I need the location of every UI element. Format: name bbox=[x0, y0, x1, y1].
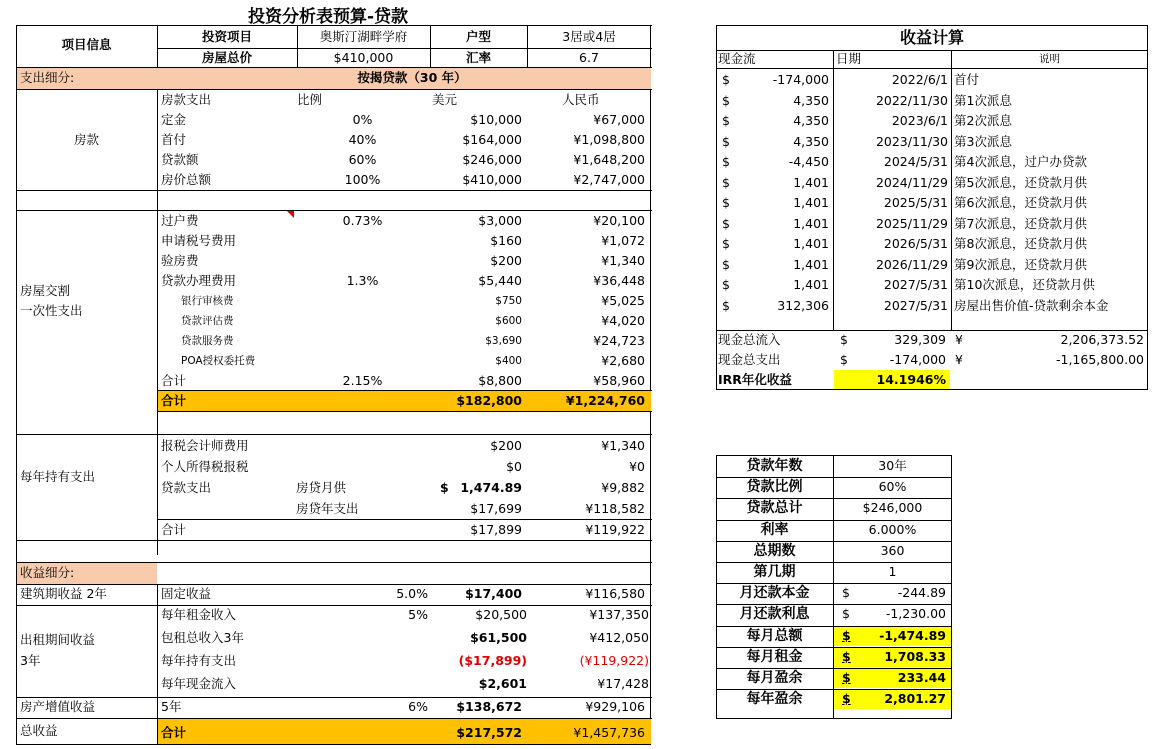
unit-type-value: 3居或4居 bbox=[562, 29, 616, 44]
closing-row-pct bbox=[300, 331, 425, 351]
housing-row-usd: $246,000 bbox=[462, 152, 522, 167]
annual-row-usd-sym: $ bbox=[440, 480, 449, 495]
mortgage-title: 按揭贷款（30 年） bbox=[357, 70, 467, 85]
loan-row-value: 360 bbox=[880, 542, 905, 558]
closing-total-usd: $182,800 bbox=[456, 393, 522, 408]
closing-row-rmb: ¥5,025 bbox=[601, 293, 645, 308]
cashflow-row-amount: 1,401 bbox=[793, 256, 829, 272]
rental-row-name: 每年租金收入 bbox=[161, 607, 237, 622]
inflow-usd-sym: $ bbox=[840, 332, 848, 347]
cashflow-row-sym: $ bbox=[722, 72, 730, 87]
annual-row-name: 个人所得税报税 bbox=[161, 459, 249, 474]
cashflow-row-amount: 1,401 bbox=[793, 236, 829, 251]
cashflow-row-sym: $ bbox=[722, 154, 730, 169]
loan-row-label: 总期数 bbox=[753, 542, 796, 559]
cashflow-row-date: 2026/11/29 bbox=[875, 256, 948, 272]
housing-header-rmb: 人民币 bbox=[562, 92, 600, 107]
loan-row-label: 贷款年数 bbox=[746, 458, 803, 474]
irr-value: 14.1946% bbox=[876, 372, 946, 387]
cashflow-row-date: 2022/11/30 bbox=[875, 92, 948, 108]
cashflow-row-sym: $ bbox=[722, 113, 730, 128]
rental-row-rmb: ¥137,350 bbox=[589, 607, 649, 622]
closing-row-pct: 1.3% bbox=[346, 273, 379, 288]
closing-row-name: 贷款评估费 bbox=[181, 315, 234, 327]
closing-row-name: 申请税号费用 bbox=[161, 233, 237, 248]
housing-label: 房款 bbox=[74, 132, 100, 147]
housing-row-name: 定金 bbox=[161, 112, 187, 127]
loan-row-value: 60% bbox=[878, 479, 907, 495]
rental-row-pct bbox=[360, 674, 428, 694]
housing-row-rmb: ¥67,000 bbox=[593, 112, 645, 127]
closing-row-rmb: ¥58,960 bbox=[593, 373, 645, 388]
closing-row-name: 贷款服务费 bbox=[181, 335, 234, 347]
loan-row-value: 1 bbox=[888, 564, 897, 579]
exchange-rate-value: 6.7 bbox=[579, 50, 599, 65]
outflow-usd: -174,000 bbox=[889, 352, 946, 367]
closing-row-pct: 0.73% bbox=[342, 213, 383, 228]
outflow-rmb: -1,165,800.00 bbox=[1055, 352, 1144, 367]
cashflow-row-note: 房屋出售价值-贷款剩余本金 bbox=[954, 297, 1109, 313]
cashflow-row-note: 第9次派息，还贷款月供 bbox=[954, 256, 1087, 272]
loan-row-label: 每月盈余 bbox=[746, 670, 803, 686]
closing-row-name: 贷款办理费用 bbox=[161, 273, 237, 288]
appreciation-usd: $138,672 bbox=[456, 699, 522, 714]
closing-label-1: 房屋交割 bbox=[20, 283, 71, 298]
closing-row-pct bbox=[300, 311, 425, 331]
housing-row-pct: 40% bbox=[348, 132, 377, 147]
annual-row-usd: $200 bbox=[490, 438, 522, 453]
closing-row-usd: $3,000 bbox=[478, 213, 522, 228]
closing-row-name: 过户费 bbox=[161, 213, 199, 228]
housing-header-pct: 比例 bbox=[297, 92, 323, 107]
closing-row-usd: $600 bbox=[495, 315, 522, 327]
rental-row-rmb: ¥17,428 bbox=[597, 676, 649, 691]
cashflow-row-note: 第4次派息，过户办贷款 bbox=[954, 154, 1087, 169]
annual-row-name: 报税会计师费用 bbox=[161, 438, 249, 453]
appreciation-pct: 6% bbox=[408, 699, 428, 714]
loan-row-label: 每月租金 bbox=[746, 648, 803, 665]
appreciation-label: 房产增值收益 bbox=[20, 699, 96, 714]
comment-marker-icon bbox=[287, 211, 294, 218]
inflow-usd: 329,309 bbox=[894, 332, 946, 347]
loan-row-sym: $ bbox=[842, 585, 850, 601]
housing-row-pct: 60% bbox=[348, 152, 377, 167]
annual-row-name: 贷款支出 bbox=[161, 480, 212, 495]
price-label: 房屋总价 bbox=[201, 50, 252, 65]
housing-row-name: 房价总额 bbox=[161, 172, 212, 187]
returns-header-note: 说明 bbox=[1039, 53, 1060, 65]
closing-row-rmb: ¥4,020 bbox=[601, 313, 645, 328]
loan-row-value: 30年 bbox=[878, 458, 907, 473]
rental-row-usd: ($17,899) bbox=[458, 653, 527, 668]
grand-total-usd: $217,572 bbox=[456, 725, 522, 740]
loan-row-label: 贷款比例 bbox=[746, 479, 803, 496]
closing-row-pct bbox=[300, 351, 425, 371]
annual-row-rmb: ¥118,582 bbox=[585, 501, 645, 516]
closing-row-rmb: ¥36,448 bbox=[593, 273, 645, 288]
construction-label: 建筑期收益 2年 bbox=[20, 586, 107, 601]
annual-row-usd: $17,899 bbox=[470, 522, 522, 537]
loan-row-label: 利率 bbox=[760, 521, 789, 538]
cashflow-row-sym: $ bbox=[722, 92, 730, 108]
closing-row-name: POA授权委托费 bbox=[181, 355, 256, 367]
outflow-usd-sym: $ bbox=[840, 352, 848, 367]
closing-row-name: 验房费 bbox=[161, 253, 199, 268]
closing-row-pct bbox=[300, 231, 425, 251]
closing-row-pct bbox=[300, 291, 425, 311]
housing-row-rmb: ¥1,098,800 bbox=[573, 132, 645, 147]
housing-row-rmb: ¥1,648,200 bbox=[573, 152, 645, 167]
cashflow-row-sym: $ bbox=[722, 277, 730, 292]
rental-row-name: 每年持有支出 bbox=[161, 653, 237, 668]
loan-row-sym: $ bbox=[842, 648, 851, 664]
cashflow-row-sym: $ bbox=[722, 195, 730, 210]
loan-row-label: 每年盈余 bbox=[746, 691, 803, 708]
cashflow-row-date: 2027/5/31 bbox=[883, 297, 948, 313]
income-section-label: 收益细分: bbox=[20, 565, 75, 580]
closing-row-usd: $750 bbox=[495, 295, 522, 307]
loan-row-sym: $ bbox=[842, 670, 851, 685]
grand-total-name: 合计 bbox=[161, 725, 187, 740]
construction-name: 固定收益 bbox=[161, 586, 212, 601]
annual-row-rmb: ¥1,340 bbox=[601, 438, 645, 453]
loan-row-label: 第几期 bbox=[753, 564, 796, 580]
outflow-rmb-sym: ¥ bbox=[955, 352, 963, 367]
cashflow-row-sym: $ bbox=[722, 256, 730, 272]
rental-row-rmb: (¥119,922) bbox=[579, 653, 649, 668]
cashflow-row-sym: $ bbox=[722, 174, 730, 190]
rental-row-rmb: ¥412,050 bbox=[589, 630, 649, 645]
annual-row-mid: 房贷月供 bbox=[296, 480, 347, 495]
housing-row-pct: 0% bbox=[352, 112, 373, 127]
closing-row-name: 银行审核费 bbox=[181, 295, 234, 307]
closing-row-name: 合计 bbox=[161, 373, 187, 388]
cashflow-row-date: 2025/5/31 bbox=[883, 195, 948, 210]
cashflow-row-amount: 4,350 bbox=[793, 133, 829, 149]
closing-row-usd: $200 bbox=[490, 253, 522, 268]
loan-row-value: 233.44 bbox=[897, 670, 946, 685]
cashflow-row-amount: 1,401 bbox=[793, 277, 829, 292]
loan-row-sym: $ bbox=[842, 627, 851, 643]
loan-row-label: 月还款利息 bbox=[739, 606, 810, 623]
rental-row-name: 每年现金流入 bbox=[161, 676, 237, 691]
annual-row-name: 合计 bbox=[161, 522, 187, 537]
rental-row-pct bbox=[360, 628, 428, 648]
exchange-rate-label: 汇率 bbox=[465, 50, 491, 65]
cashflow-row-amount: 4,350 bbox=[793, 113, 829, 128]
cashflow-row-amount: -4,450 bbox=[788, 154, 829, 169]
closing-label-2: 一次性支出 bbox=[20, 303, 83, 318]
housing-row-usd: $10,000 bbox=[470, 112, 522, 127]
cashflow-row-note: 第8次派息，还贷款月供 bbox=[954, 236, 1087, 251]
cashflow-row-amount: 1,401 bbox=[793, 195, 829, 210]
cashflow-row-note: 第2次派息 bbox=[954, 113, 1012, 128]
closing-row-rmb: ¥1,340 bbox=[601, 253, 645, 268]
cashflow-row-amount: 1,401 bbox=[793, 174, 829, 190]
annual-row-rmb: ¥9,882 bbox=[601, 480, 645, 495]
closing-row-usd: $5,440 bbox=[478, 273, 522, 288]
loan-row-value: 6.000% bbox=[868, 521, 917, 537]
loan-row-value: -1,230.00 bbox=[885, 606, 946, 622]
rental-label-1: 出租期间收益 bbox=[20, 632, 96, 647]
housing-row-usd: $410,000 bbox=[462, 172, 522, 187]
housing-header-name: 房款支出 bbox=[161, 92, 212, 107]
cashflow-row-date: 2027/5/31 bbox=[883, 277, 948, 292]
closing-row-rmb: ¥1,072 bbox=[601, 233, 645, 248]
annual-label: 每年持有支出 bbox=[20, 469, 96, 484]
closing-total-rmb: ¥1,224,760 bbox=[565, 393, 645, 408]
returns-title: 收益计算 bbox=[899, 28, 964, 47]
cashflow-row-sym: $ bbox=[722, 133, 730, 149]
rental-row-usd: $20,500 bbox=[475, 607, 527, 622]
closing-row-rmb: ¥2,680 bbox=[601, 353, 645, 368]
closing-row-rmb: ¥20,100 bbox=[593, 213, 645, 228]
housing-row-pct: 100% bbox=[344, 172, 381, 187]
housing-row-rmb: ¥2,747,000 bbox=[573, 172, 645, 187]
cashflow-row-date: 2023/11/30 bbox=[875, 133, 948, 149]
cashflow-row-amount: -174,000 bbox=[772, 72, 829, 87]
closing-row-usd: $3,690 bbox=[485, 335, 522, 347]
total-income-label: 总收益 bbox=[20, 723, 58, 738]
loan-row-sym: $ bbox=[842, 691, 851, 707]
cashflow-row-amount: 4,350 bbox=[793, 92, 829, 108]
cashflow-row-date: 2022/6/1 bbox=[891, 72, 948, 87]
inflow-label: 现金总流入 bbox=[718, 332, 781, 347]
construction-rmb: ¥116,580 bbox=[585, 586, 645, 601]
project-info-label: 项目信息 bbox=[61, 37, 112, 52]
outflow-label: 现金总支出 bbox=[718, 352, 781, 367]
housing-row-usd: $164,000 bbox=[462, 132, 522, 147]
cashflow-row-amount: 1,401 bbox=[793, 215, 829, 231]
closing-row-usd: $160 bbox=[490, 233, 522, 248]
cashflow-row-sym: $ bbox=[722, 297, 730, 313]
cashflow-row-sym: $ bbox=[722, 215, 730, 231]
loan-row-value: 2,801.27 bbox=[884, 691, 946, 707]
annual-row-rmb: ¥0 bbox=[629, 459, 645, 474]
closing-total-label: 合计 bbox=[161, 393, 187, 408]
construction-pct: 5.0% bbox=[396, 586, 428, 601]
annual-row-usd: $17,699 bbox=[470, 501, 522, 516]
cashflow-row-sym: $ bbox=[722, 236, 730, 251]
cashflow-row-date: 2025/11/29 bbox=[875, 215, 948, 231]
closing-row-pct: 2.15% bbox=[342, 373, 383, 388]
price-value: $410,000 bbox=[333, 50, 394, 65]
rental-label-2: 3年 bbox=[20, 653, 41, 668]
housing-row-name: 贷款额 bbox=[161, 152, 199, 167]
housing-row-name: 首付 bbox=[161, 132, 187, 147]
loan-row-value: $246,000 bbox=[862, 500, 923, 516]
expense-section-label: 支出细分: bbox=[20, 70, 75, 85]
cashflow-row-note: 第5次派息，还贷款月供 bbox=[954, 174, 1087, 190]
closing-row-usd: $8,800 bbox=[478, 373, 522, 388]
rental-row-name: 包租总收入3年 bbox=[161, 630, 244, 645]
housing-header-usd: 美元 bbox=[432, 92, 458, 107]
loan-row-value: -244.89 bbox=[897, 585, 946, 601]
project-value: 奥斯汀湖畔学府 bbox=[319, 29, 408, 44]
grand-total-rmb: ¥1,457,736 bbox=[573, 725, 645, 740]
inflow-rmb-sym: ¥ bbox=[955, 332, 963, 347]
annual-row-usd: 1,474.89 bbox=[460, 480, 522, 495]
loan-row-label: 贷款总计 bbox=[746, 500, 803, 517]
project-label: 投资项目 bbox=[201, 29, 252, 44]
annual-row-usd: $0 bbox=[506, 459, 522, 474]
cashflow-row-note: 第3次派息 bbox=[954, 133, 1012, 149]
rental-row-pct: 5% bbox=[408, 607, 428, 622]
irr-label: IRR年化收益 bbox=[718, 372, 792, 387]
cashflow-row-date: 2024/11/29 bbox=[875, 174, 948, 190]
loan-row-value: 1,708.33 bbox=[884, 648, 946, 664]
page-title: 投资分析表预算-贷款 bbox=[248, 7, 409, 27]
closing-row-usd: $400 bbox=[495, 355, 522, 367]
rental-row-pct bbox=[360, 651, 428, 671]
cashflow-row-note: 第1次派息 bbox=[954, 92, 1012, 108]
loan-row-label: 月还款本金 bbox=[739, 585, 810, 602]
returns-header-date: 日期 bbox=[836, 51, 862, 66]
cashflow-row-note: 第7次派息，还贷款月供 bbox=[954, 215, 1087, 231]
inflow-rmb: 2,206,373.52 bbox=[1060, 332, 1144, 347]
annual-row-rmb: ¥119,922 bbox=[585, 522, 645, 537]
unit-type-label: 户型 bbox=[465, 29, 491, 44]
rental-row-usd: $2,601 bbox=[478, 676, 527, 691]
closing-row-rmb: ¥24,723 bbox=[593, 333, 645, 348]
loan-row-sym: $ bbox=[842, 606, 850, 622]
loan-row-value: -1,474.89 bbox=[879, 627, 946, 643]
cashflow-row-date: 2023/6/1 bbox=[891, 113, 948, 128]
cashflow-row-date: 2026/5/31 bbox=[883, 236, 948, 251]
closing-row-pct bbox=[300, 251, 425, 271]
cashflow-row-note: 第6次派息，还贷款月供 bbox=[954, 195, 1087, 210]
cashflow-row-date: 2024/5/31 bbox=[883, 154, 948, 169]
cashflow-row-note: 第10次派息，还贷款月供 bbox=[954, 277, 1095, 292]
returns-header-cashflow: 现金流 bbox=[718, 51, 756, 66]
appreciation-rmb: ¥929,106 bbox=[585, 699, 645, 714]
cashflow-row-amount: 312,306 bbox=[777, 297, 829, 313]
annual-row-mid: 房贷年支出 bbox=[296, 501, 359, 516]
loan-row-label: 每月总额 bbox=[746, 627, 803, 644]
cashflow-row-note: 首付 bbox=[954, 72, 980, 87]
rental-row-usd: $61,500 bbox=[470, 630, 527, 645]
appreciation-name: 5年 bbox=[161, 699, 182, 714]
construction-usd: $17,400 bbox=[465, 586, 522, 601]
